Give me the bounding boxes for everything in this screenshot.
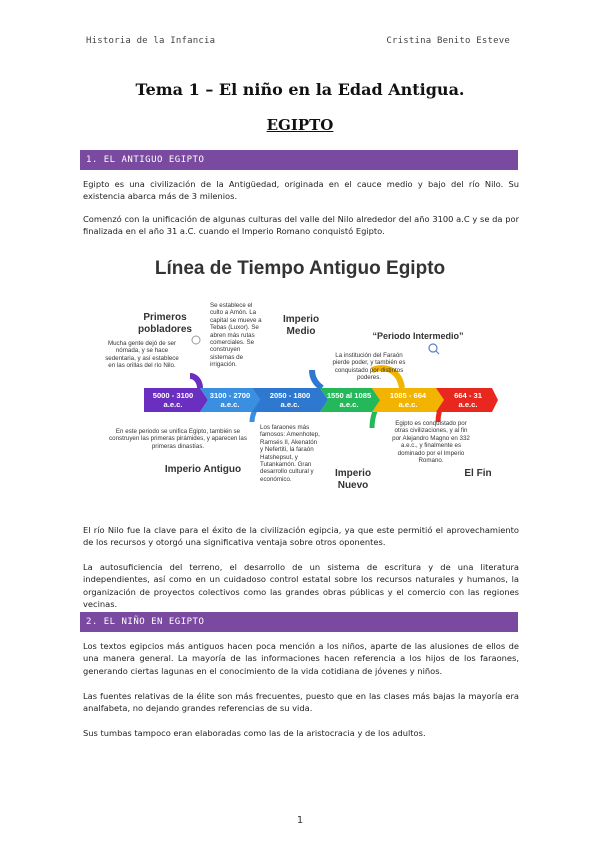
paragraph-7: Sus tumbas tampoco eran elaboradas como las de la aristocracia y de los adultos. — [83, 728, 426, 738]
note-medio: Se establece el culto a Amón. La capital se mueve a Tebas (Luxor). Se abren más rutas comerciales. Se construyen sistemas de irrigación. — [210, 302, 262, 369]
paragraph-6: Las fuentes relativas de la élite son más frecuentes, puesto que en las clases más bajas la mayoría era analfabeta, no dejando grandes referencias de su vida. — [83, 691, 519, 714]
connector-medio — [312, 370, 322, 388]
heading-periodo-intermedio: “Periodo Intermedio” — [372, 331, 464, 341]
note-nuevo: Los faraones más famosos: Amenhotep, Ramsés II, Akenatón y Nefertiti, la faraón Hatshepsut, y Tutankamón. Gran desarrollo cultural y económico. — [260, 424, 320, 483]
heading-imperio-nuevo: Imperio Nuevo — [334, 468, 372, 491]
header-author: Cristina Benito Esteve — [386, 36, 510, 46]
note-intermedio: La institución del Faraón pierde poder, y también es conquistado por distintos poderes. — [332, 352, 406, 382]
page-title: Tema 1 – El niño en la Edad Antigua. — [135, 80, 465, 99]
paragraph-4: La autosuficiencia del terreno, el desarrollo de un sistema de escritura y de una literatura independientes, así como en un cuidadoso control estatal sobre los recursos naturales y humanos, la organización de proyectos colectivos como las grandes obras públicas y el comercio con las regiones vecinas. — [83, 562, 519, 609]
heading-primeros-pobladores: Primeros pobladores — [138, 312, 192, 335]
page-subtitle: EGIPTO — [266, 116, 334, 134]
segment-label-2: 3100 - 2700 a.e.c. — [209, 391, 251, 409]
timeline-infographic — [100, 258, 500, 498]
segment-label-6: 664 - 31 a.e.c. — [454, 391, 482, 409]
segment-label-5: 1085 - 664 a.e.c. — [389, 391, 427, 409]
gear-icon — [192, 336, 200, 344]
magnifier-icon — [429, 344, 437, 352]
segment-label-1: 5000 - 3100 a.e.c. — [152, 391, 194, 409]
paragraph-2: Comenzó con la unificación de algunas culturas del valle del Nilo alrededor del año 3100 a.C y se da por finalizada en el año 31 a.C. cuando el Imperio Romano conquistó Egipto. — [83, 214, 519, 237]
heading-el-fin: El Fin — [464, 468, 492, 479]
section-heading-nino-egipto: 2. EL NIÑO EN EGIPTO — [80, 612, 518, 632]
connector-primeros — [190, 376, 200, 388]
note-fin: Egipto es conquistado por otras civilizaciones, y al fin por Alejandro Magno en 332 a.e.c., y finalmente es dominado por el Imperio Romano. — [392, 420, 470, 465]
paragraph-1: Egipto es una civilización de la Antigüedad, originada en el cauce medio y bajo del río Nilo. Su existencia abarca más de 3 milenios. — [83, 179, 519, 202]
page-number: 1 — [296, 815, 304, 826]
segment-label-4: 1550 al 1085 a.e.c. — [326, 391, 372, 409]
timeline-title: Línea de Tiempo Antiguo Egipto — [154, 258, 446, 279]
note-antiguo: En este periodo se unifica Egipto, también se construyen las primeras pirámides, y aparecen las primeras dinastías. — [109, 428, 247, 450]
paragraph-3: El río Nilo fue la clave para el éxito de la civilización egipcia, ya que este permitió el aprovechamiento de los recursos y otorgó una significativa ventaja sobre otros oponentes. — [83, 525, 519, 548]
segment-label-3: 2050 - 1800 a.e.c. — [269, 391, 311, 409]
heading-imperio-medio: Imperio Medio — [282, 314, 320, 337]
header-doc-title: Historia de la Infancia — [86, 36, 216, 46]
note-primeros: Mucha gente dejó de ser nómada, y se hace sedentaria, y así establece en las orillas del río Nilo. — [105, 340, 179, 370]
section-heading-antiguo-egipto: 1. EL ANTIGUO EGIPTO — [80, 150, 518, 170]
heading-imperio-antiguo: Imperio Antiguo — [164, 464, 242, 475]
paragraph-5: Los textos egipcios más antiguos hacen poca mención a los niños, aparte de las alusiones de ellos de una manera general. La mayoría de las informaciones hacen referencia a los hijos de los faraones, generando ciertas lagunas en el conocimiento de la vida cotidiana de jóvenes y niños. — [83, 641, 519, 676]
